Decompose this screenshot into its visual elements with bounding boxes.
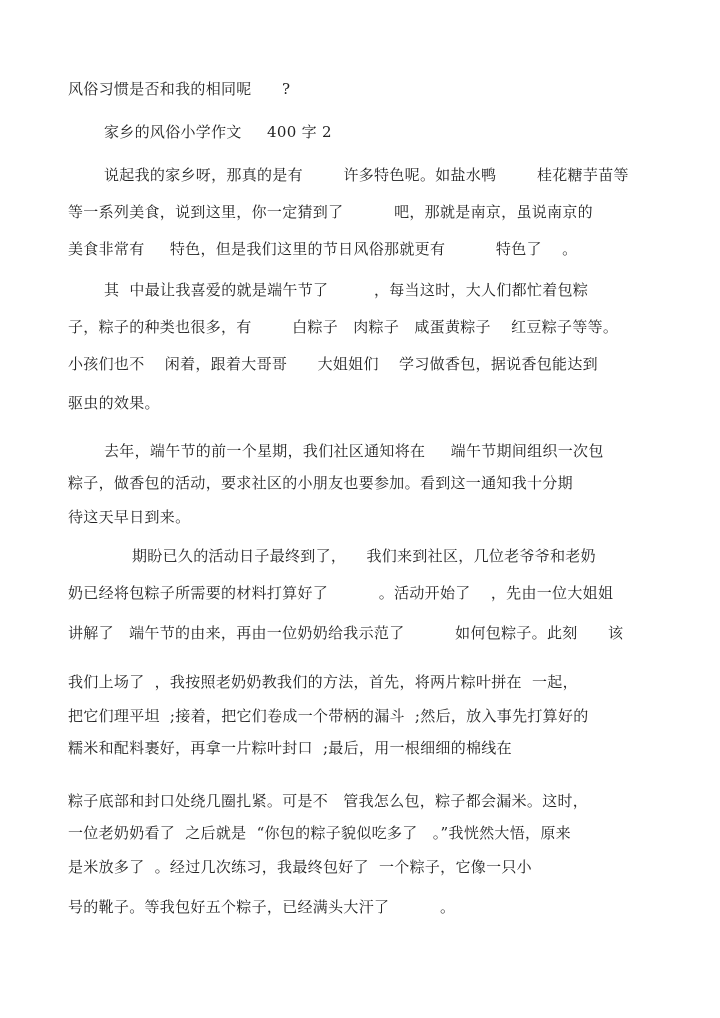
article-title: 家乡的风俗小学作文 400 字 2 — [104, 123, 332, 141]
paragraph-2-line-4: 驱虫的效果。 — [68, 394, 160, 412]
paragraph-1-line-2: 等一系列美食，说到这里，你一定猜到了 吧，那就是南京，虽说南京的 — [68, 203, 593, 221]
paragraph-4-line-8: 一位老奶奶看了 之后就是 “你包的粽子貌似吃多了 。”我恍然大悟，原来 — [68, 824, 571, 842]
paragraph-4-line-6: 糯米和配料裹好，再拿一片粽叶封口 ;最后，用一根细细的棉线在 — [68, 739, 512, 757]
paragraph-4-line-2: 奶已经将包粽子所需要的材料打算好了 。活动开始了 ，先由一位大姐姐 — [68, 584, 614, 602]
paragraph-3-line-2: 粽子，做香包的活动，要求社区的小朋友也要参加。看到这一通知我十分期 — [68, 474, 573, 492]
paragraph-2-line-3: 小孩们也不 闲着，跟着大哥哥 大姐姐们 学习做香包，据说香包能达到 — [68, 355, 598, 373]
text-line-1: 风俗习惯是否和我的相同呢 ? — [68, 80, 291, 98]
paragraph-4-line-3: 讲解了 端午节的由来，再由一位奶奶给我示范了 如何包粽子。此刻 该 — [68, 624, 624, 642]
paragraph-2-line-2: 子，粽子的种类也很多，有 白粽子 肉粽子 咸蛋黄粽子 红豆粽子等等。 — [68, 318, 619, 336]
paragraph-4-line-10: 号的靴子。等我包好五个粽子，已经满头大汗了 。 — [68, 898, 456, 916]
paragraph-1-line-1: 说起我的家乡呀，那真的是有 许多特色呢。如盐水鸭 桂花糖芋苗等 — [104, 166, 629, 184]
paragraph-4-line-7: 粽子底部和封口处绕几圈扎紧。可是不 管我怎么包，粽子都会漏米。这时， — [68, 792, 589, 810]
paragraph-4-line-4: 我们上场了 ，我按照老奶奶教我们的方法，首先，将两片粽叶拼在 一起， — [68, 673, 578, 691]
paragraph-4-line-5: 把它们理平坦 ;接着，把它们卷成一个带柄的漏斗 ;然后，放入事先打算好的 — [68, 707, 589, 725]
paragraph-4-line-1: 期盼已久的活动日子最终到了， 我们来到社区，几位老爷爷和老奶 — [132, 547, 596, 565]
paragraph-3-line-3: 待这天早日到来。 — [68, 508, 191, 526]
paragraph-4-line-9: 是米放多了 。经过几次练习，我最终包好了 一个粽子，它像一只小 — [68, 858, 532, 876]
paragraph-2-line-1: 其 中最让我喜爱的就是端午节了 ，每当这时，大人们都忙着包粽 — [104, 281, 589, 299]
paragraph-1-line-3: 美食非常有 特色，但是我们这里的节日风俗那就更有 特色了 。 — [68, 240, 578, 258]
paragraph-3-line-1: 去年，端午节的前一个星期，我们社区通知将在 端午节期间组织一次包 — [104, 442, 604, 460]
